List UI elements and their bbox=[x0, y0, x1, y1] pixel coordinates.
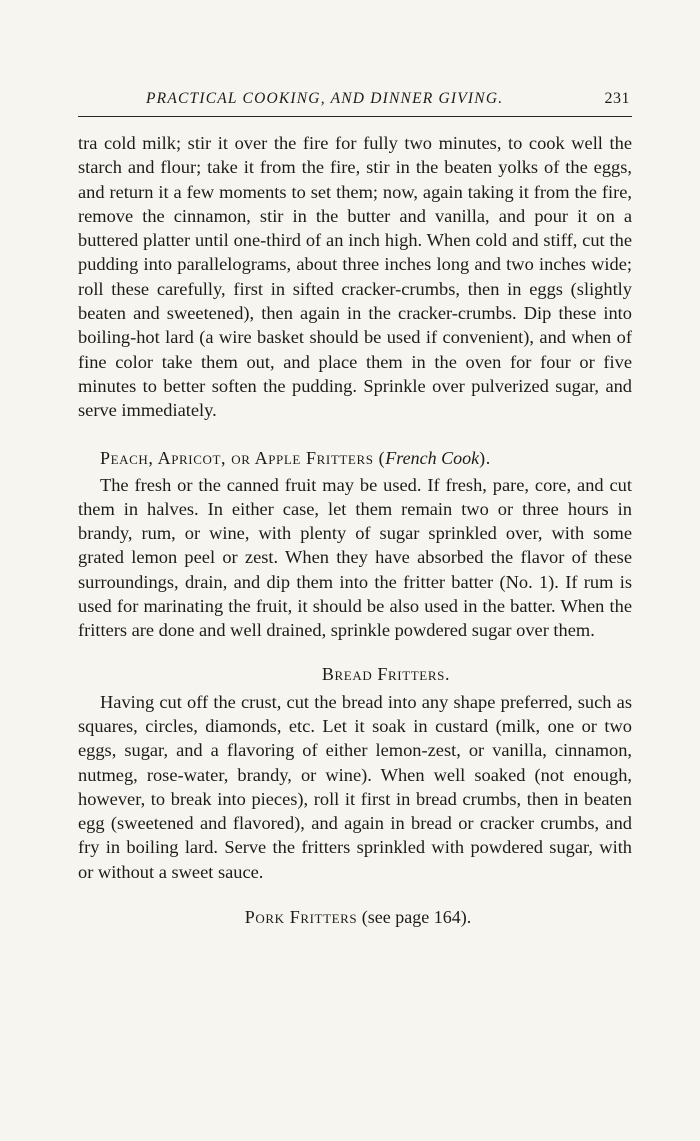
recipe-heading-pork-fritters bbox=[78, 905, 632, 929]
cross-reference-note: (see page 164). bbox=[357, 907, 472, 928]
continued-paragraph: tra cold milk; stir it over the fire for fully two minutes, to cook well the starch and flour; take it from the fire, stir in the beaten yolks of the eggs, and return it a few moments to set them; now, again taking it from the fire, remove the cinnamon, stir in the butter and vanilla, and pour it on a buttered platter until one-third of an inch high. When cold and stiff, cut the pudding into parallelograms, about three inches long and two inches wide; roll these carefully, first in sifted cracker-crumbs, then in eggs (slightly beaten and sweetened), then again in the cracker-crumbs. Dip these into boiling-hot lard (a wire basket should be used if convenient), and when of fine color take them out, and place them in the oven for four or five minutes to better soften the pudding. Sprinkle over pulverized sugar, and serve immediately. bbox=[78, 133, 632, 421]
recipe-title: Peach, Apricot, or Apple Fritters bbox=[100, 447, 374, 468]
running-title: PRACTICAL COOKING, AND DINNER GIVING. bbox=[146, 90, 504, 107]
page-number: 231 bbox=[604, 90, 630, 107]
credit-close: ). bbox=[479, 447, 491, 468]
credit-open: ( bbox=[373, 447, 386, 468]
running-header bbox=[78, 84, 632, 117]
recipe-title: Bread Fritters. bbox=[321, 663, 451, 684]
recipe-credit: French Cook bbox=[385, 447, 480, 468]
recipe-text-peach-fritters: The fresh or the canned fruit may be used. If fresh, pare, core, and cut them in halves. In either case, let them remain two or three hours in brandy, rum, or wine, with plenty of sugar sprinkled over, with some grated lemon peel or zest. When they have absorbed the flavor of these surroundings, drain, and dip them into the fritter batter (No. 1). If rum is used for marinating the fruit, it should be also used in the batter. When the fritters are done and well drained, sprinkle powdered sugar over them. bbox=[78, 474, 632, 641]
book-page bbox=[78, 84, 632, 929]
recipe-title: Pork Fritters bbox=[244, 907, 358, 928]
recipe-heading-peach-fritters bbox=[78, 446, 632, 470]
page-body bbox=[78, 131, 632, 929]
recipe-heading-bread-fritters bbox=[78, 662, 632, 686]
recipe-text-bread-fritters: Having cut off the crust, cut the bread into any shape preferred, such as squares, circles, diamonds, etc. Let it soak in custard (milk, one or two eggs, sugar, and a flavoring of either lemon-zest, or vanilla, cinnamon, nutmeg, rose-water, brandy, or wine). When well soaked (not enough, however, to break into pieces), roll it first in bread crumbs, then in beaten egg (sweetened and flavored), and again in bread or cracker crumbs, and fry in boiling lard. Serve the fritters sprinkled with powdered sugar, with or without a sweet sauce. bbox=[78, 691, 632, 882]
